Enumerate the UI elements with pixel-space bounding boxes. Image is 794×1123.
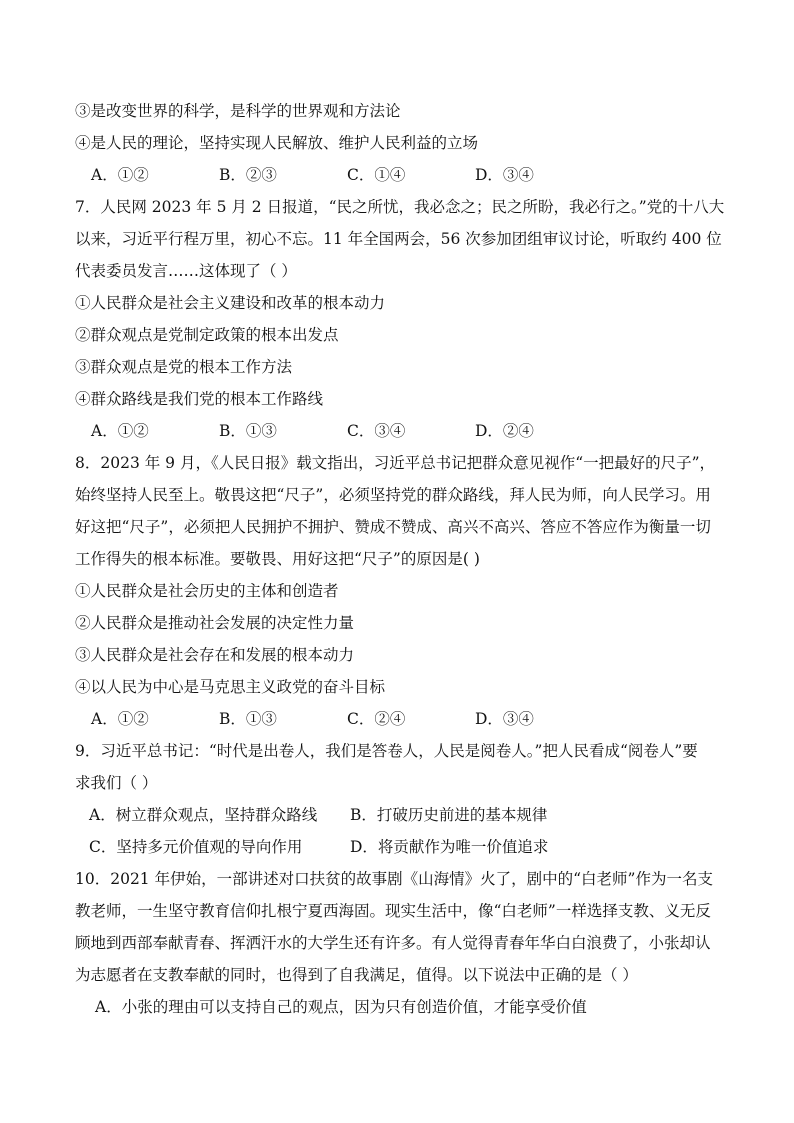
question-stem: 8．2023 年 9 月，《人民日报》载文指出，习近平总书记把群众意见视作“一把最好的尺子”，: [75, 454, 716, 472]
question-9: [75, 735, 724, 863]
option-d: D．③④: [475, 710, 534, 728]
option-c: C．③④: [347, 422, 406, 440]
question-7: [75, 191, 724, 447]
option-d: D．③④: [475, 166, 534, 184]
option-b: B．①③: [219, 422, 277, 440]
option-b: B．②③: [219, 166, 277, 184]
question-stem: 工作得失的根本标准。要敬畏、用好这把“尺子”的原因是( ): [75, 550, 480, 568]
question-stem: 始终坚持人民至上。敬畏这把“尺子”，必须坚持党的群众路线，拜人民为师，向人民学习。用: [75, 486, 711, 504]
statement: ④以人民为中心是马克思主义政党的奋斗目标: [75, 678, 386, 696]
question-8: [75, 447, 724, 735]
options-row: [75, 415, 724, 447]
question-stem: 10．2021 年伊始，一部讲述对口扶贫的故事剧《山海情》火了，剧中的“白老师”作为一名支: [75, 870, 713, 888]
option-a: A．①②: [91, 166, 149, 184]
option-b: B．打破历史前进的基本规律: [349, 806, 548, 824]
statement: ②人民群众是推动社会发展的决定性力量: [75, 614, 355, 632]
option-c: C．②④: [347, 710, 406, 728]
options-row: [75, 703, 724, 735]
option-a: A．①②: [91, 710, 149, 728]
option-b: B．①③: [219, 710, 277, 728]
option-d: D．将贡献作为唯一价值追求: [349, 838, 549, 856]
option-a: A．树立群众观点，坚持群众路线: [89, 806, 318, 824]
option-a: A．小张的理由可以支持自己的观点，因为只有创造价值，才能享受价值: [95, 998, 587, 1016]
options-row: [75, 799, 724, 831]
statement: ④群众路线是我们党的根本工作路线: [75, 390, 324, 408]
question-6-tail: [75, 95, 724, 191]
option-c: C．坚持多元价值观的导向作用: [89, 838, 303, 856]
question-stem: 7．人民网 2023 年 5 月 2 日报道，“民之所忧，我必念之；民之所盼，我必行之。”党的十八大: [75, 198, 724, 216]
question-stem: 以来，习近平行程万里，初心不忘。11 年全国两会，56 次参加团组审议讨论，听取约 400 位: [75, 230, 722, 248]
question-stem: 求我们（ ）: [75, 774, 158, 792]
statement: ①人民群众是社会主义建设和改革的根本动力: [75, 294, 386, 312]
statement: ②群众观点是党制定政策的根本出发点: [75, 326, 339, 344]
options-row: [75, 831, 724, 863]
option-d: D．②④: [475, 422, 534, 440]
option-a: A．①②: [91, 422, 149, 440]
options-row: [75, 159, 724, 191]
statement: ①人民群众是社会历史的主体和创造者: [75, 582, 339, 600]
statement: ④是人民的理论，坚持实现人民解放、维护人民利益的立场: [75, 134, 479, 152]
question-stem: 好这把“尺子”，必须把人民拥护不拥护、赞成不赞成、高兴不高兴、答应不答应作为衡量一切: [75, 518, 711, 536]
option-c: C．①④: [347, 166, 406, 184]
statement: ③人民群众是社会存在和发展的根本动力: [75, 646, 355, 664]
question-stem: 顾地到西部奉献青春、挥洒汗水的大学生还有许多。有人觉得青春年华白白浪费了，小张却认: [75, 934, 711, 952]
question-stem: 代表委员发言……这体现了（ ）: [75, 262, 297, 280]
question-stem: 教老师，一生坚守教育信仰扎根宁夏西海固。现实生活中，像“白老师”一样选择支教、义无反: [75, 902, 711, 920]
question-stem: 为志愿者在支教奉献的同时，也得到了自我满足，值得。以下说法中正确的是（ ）: [75, 966, 638, 984]
question-stem: 9．习近平总书记：“时代是出卷人，我们是答卷人，人民是阅卷人。”把人民看成“阅卷人”要: [75, 742, 698, 760]
statement: ③是改变世界的科学，是科学的世界观和方法论: [75, 102, 401, 120]
statement: ③群众观点是党的根本工作方法: [75, 358, 293, 376]
question-10: [75, 863, 724, 1023]
